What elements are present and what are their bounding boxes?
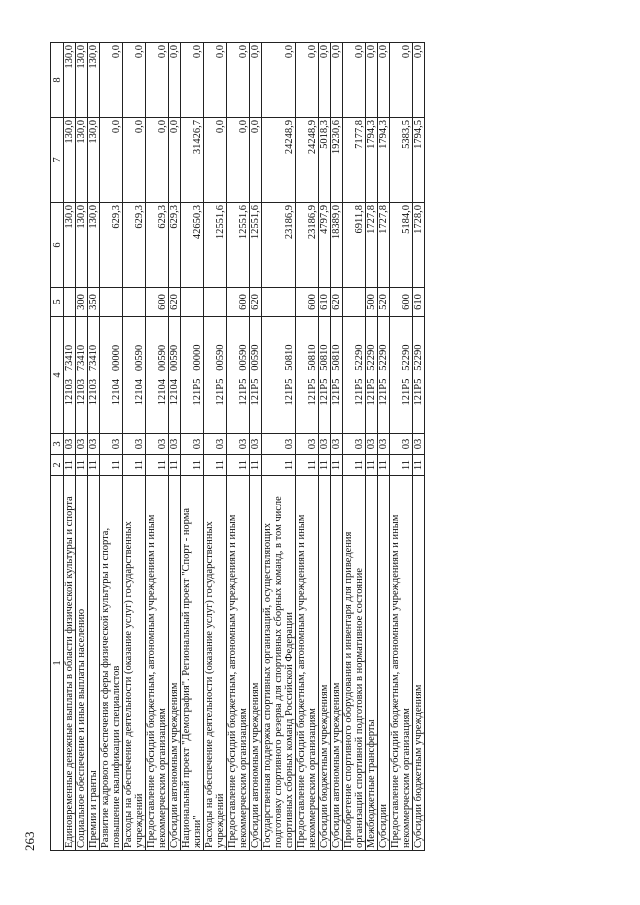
- row-value-cell: 0,0: [413, 43, 425, 118]
- row-value-cell: 500: [366, 288, 378, 317]
- row-value-cell: 130,0: [64, 118, 76, 203]
- row-value-cell: 12104 00590: [169, 317, 181, 434]
- row-value-cell: 03: [343, 434, 366, 455]
- row-value-cell: 629,3: [123, 203, 146, 288]
- row-value-cell: 0,0: [250, 118, 262, 203]
- row-value-cell: 12103 73410: [64, 317, 76, 434]
- row-value-cell: 0,0: [262, 43, 296, 118]
- row-value-cell: 350: [88, 288, 100, 317]
- row-value-cell: 130,0: [76, 203, 88, 288]
- row-value-cell: 620: [169, 288, 181, 317]
- row-value-cell: 11: [366, 455, 378, 476]
- row-value-cell: 19230,6: [331, 118, 343, 203]
- row-value-cell: 03: [413, 434, 425, 455]
- row-value-cell: 11: [262, 455, 296, 476]
- row-value-cell: 0,0: [123, 43, 146, 118]
- row-value-cell: 620: [250, 288, 262, 317]
- table-row: [227, 43, 250, 851]
- row-value-cell: 0,0: [169, 43, 181, 118]
- row-value-cell: 600: [390, 288, 413, 317]
- row-label-cell: Национальный проект "Демография". Региональный проект "Спорт - норма жизни": [181, 476, 204, 851]
- row-value-cell: 0,0: [181, 43, 204, 118]
- row-label-cell: Приобретение спортивного оборудования и инвентаря для приведения организаций спортивной подготовки в нормативное состояние: [343, 476, 366, 851]
- row-value-cell: 121P5 52290: [366, 317, 378, 434]
- table-row: [378, 43, 390, 851]
- row-label-cell: Субсидии: [378, 476, 390, 851]
- header-cell: 8: [51, 43, 64, 118]
- row-value-cell: 03: [204, 434, 227, 455]
- row-label-cell: Расходы на обеспечение деятельности (оказание услуг) государственных учреждений: [204, 476, 227, 851]
- table-row: [413, 43, 425, 851]
- row-value-cell: 0,0: [390, 43, 413, 118]
- row-value-cell: 03: [146, 434, 169, 455]
- row-value-cell: 24248,9: [296, 118, 319, 203]
- row-label-cell: Субсидии автономным учреждениям: [250, 476, 262, 851]
- row-value-cell: 5018,3: [319, 118, 331, 203]
- row-label-cell: Единовременные денежные выплаты в области физической культуры и спорта: [64, 476, 76, 851]
- table-row: [262, 43, 296, 851]
- header-cell: 1: [51, 476, 64, 851]
- table-row: [331, 43, 343, 851]
- row-value-cell: 520: [378, 288, 390, 317]
- table-row: [88, 43, 100, 851]
- row-value-cell: 03: [262, 434, 296, 455]
- row-value-cell: 11: [227, 455, 250, 476]
- row-value-cell: 121P5 50810: [296, 317, 319, 434]
- row-value-cell: 121P5 00590: [250, 317, 262, 434]
- row-value-cell: 11: [100, 455, 123, 476]
- row-value-cell: 130,0: [76, 118, 88, 203]
- row-value-cell: 03: [319, 434, 331, 455]
- row-value-cell: 03: [169, 434, 181, 455]
- row-value-cell: 130,0: [64, 43, 76, 118]
- row-value-cell: 03: [378, 434, 390, 455]
- row-value-cell: 0,0: [331, 43, 343, 118]
- table-row: [146, 43, 169, 851]
- row-value-cell: 600: [296, 288, 319, 317]
- row-value-cell: 0,0: [100, 118, 123, 203]
- row-value-cell: 12103 73410: [88, 317, 100, 434]
- row-value-cell: 03: [64, 434, 76, 455]
- row-label-cell: Субсидии бюджетным учреждениям: [413, 476, 425, 851]
- row-value-cell: 6911,8: [343, 203, 366, 288]
- row-value-cell: 03: [227, 434, 250, 455]
- header-cell: 4: [51, 317, 64, 434]
- row-value-cell: 0,0: [227, 118, 250, 203]
- row-value-cell: 12551,6: [204, 203, 227, 288]
- row-value-cell: 11: [181, 455, 204, 476]
- row-label-cell: Предоставление субсидий бюджетным, автономным учреждениям и иным некоммерческим организациям: [146, 476, 169, 851]
- row-value-cell: 42650,3: [181, 203, 204, 288]
- rotated-content: [22, 45, 620, 851]
- row-value-cell: 11: [146, 455, 169, 476]
- row-value-cell: 121P5 50810: [319, 317, 331, 434]
- row-value-cell: 130,0: [64, 203, 76, 288]
- table-row: [123, 43, 146, 851]
- row-value-cell: 11: [390, 455, 413, 476]
- row-label-cell: Развитие кадрового обеспечения сферы физической культуры и спорта, повышение квалификации специалистов: [100, 476, 123, 851]
- row-label-cell: Предоставление субсидий бюджетным, автономным учреждениям и иным некоммерческим организациям: [296, 476, 319, 851]
- row-value-cell: [64, 288, 76, 317]
- header-cell: 3: [51, 434, 64, 455]
- row-value-cell: 0,0: [169, 118, 181, 203]
- row-value-cell: 0,0: [204, 43, 227, 118]
- row-label-cell: Расходы на обеспечение деятельности (оказание услуг) государственных учреждений: [123, 476, 146, 851]
- row-value-cell: [123, 288, 146, 317]
- row-value-cell: 11: [88, 455, 100, 476]
- row-value-cell: 23186,9: [296, 203, 319, 288]
- row-value-cell: 4797,9: [319, 203, 331, 288]
- row-value-cell: 130,0: [88, 43, 100, 118]
- row-label-cell: Предоставление субсидий бюджетным, автономным учреждениям и иным некоммерческим организациям: [227, 476, 250, 851]
- table-row: [319, 43, 331, 851]
- row-value-cell: 0,0: [204, 118, 227, 203]
- row-label-cell: Социальное обеспечение и иные выплаты населению: [76, 476, 88, 851]
- row-value-cell: 600: [227, 288, 250, 317]
- row-value-cell: 0,0: [100, 43, 123, 118]
- row-value-cell: 1727,8: [378, 203, 390, 288]
- header-cell: 5: [51, 288, 64, 317]
- row-value-cell: [262, 288, 296, 317]
- row-label-cell: Субсидии автономным учреждениям: [169, 476, 181, 851]
- page-number: 263: [22, 831, 37, 851]
- row-value-cell: 11: [331, 455, 343, 476]
- row-value-cell: 11: [250, 455, 262, 476]
- table-row: [296, 43, 319, 851]
- budget-table: [50, 42, 425, 851]
- row-value-cell: 0,0: [146, 43, 169, 118]
- row-value-cell: 1728,0: [413, 203, 425, 288]
- row-value-cell: 03: [181, 434, 204, 455]
- row-value-cell: 5383,5: [390, 118, 413, 203]
- row-value-cell: 610: [319, 288, 331, 317]
- row-value-cell: 5184,0: [390, 203, 413, 288]
- row-value-cell: 03: [76, 434, 88, 455]
- row-value-cell: 11: [343, 455, 366, 476]
- header-cell: 2: [51, 455, 64, 476]
- table-row: [76, 43, 88, 851]
- row-value-cell: 0,0: [366, 43, 378, 118]
- row-value-cell: 130,0: [88, 118, 100, 203]
- row-value-cell: 0,0: [319, 43, 331, 118]
- table-row: [100, 43, 123, 851]
- table-row: [390, 43, 413, 851]
- header-cell: 6: [51, 203, 64, 288]
- row-label-cell: Предоставление субсидий бюджетным, автономным учреждениям и иным некоммерческим организациям: [390, 476, 413, 851]
- row-value-cell: 11: [123, 455, 146, 476]
- row-value-cell: 03: [88, 434, 100, 455]
- row-value-cell: 130,0: [76, 43, 88, 118]
- row-value-cell: 03: [250, 434, 262, 455]
- row-value-cell: 121P5 52290: [378, 317, 390, 434]
- row-value-cell: 121P5 50810: [331, 317, 343, 434]
- row-value-cell: 11: [319, 455, 331, 476]
- row-value-cell: 12104 00590: [123, 317, 146, 434]
- row-value-cell: 610: [413, 288, 425, 317]
- row-value-cell: 03: [100, 434, 123, 455]
- row-value-cell: 03: [331, 434, 343, 455]
- row-value-cell: 11: [64, 455, 76, 476]
- row-label-cell: Субсидии бюджетным учреждениям: [319, 476, 331, 851]
- row-value-cell: 23186,9: [262, 203, 296, 288]
- row-value-cell: 31426,7: [181, 118, 204, 203]
- row-value-cell: 12551,6: [227, 203, 250, 288]
- row-value-cell: 1794,3: [378, 118, 390, 203]
- row-value-cell: 1794,3: [366, 118, 378, 203]
- row-label-cell: Государственная поддержка спортивных организаций, осуществляющих подготовку спортивного резерва для спортивных сборных команд, в том числе спортивных сборных команд Российской Федерации: [262, 476, 296, 851]
- row-value-cell: 121P5 00590: [227, 317, 250, 434]
- row-value-cell: 03: [123, 434, 146, 455]
- row-value-cell: 620: [331, 288, 343, 317]
- row-value-cell: 11: [378, 455, 390, 476]
- row-value-cell: 11: [204, 455, 227, 476]
- table-row: [366, 43, 378, 851]
- row-value-cell: 629,3: [169, 203, 181, 288]
- row-value-cell: 629,3: [100, 203, 123, 288]
- row-value-cell: 11: [76, 455, 88, 476]
- row-value-cell: 11: [296, 455, 319, 476]
- row-value-cell: 0,0: [227, 43, 250, 118]
- row-value-cell: 11: [413, 455, 425, 476]
- row-value-cell: 130,0: [88, 203, 100, 288]
- row-value-cell: 121P5 52290: [390, 317, 413, 434]
- row-value-cell: 0,0: [296, 43, 319, 118]
- row-value-cell: 03: [296, 434, 319, 455]
- row-value-cell: 1727,8: [366, 203, 378, 288]
- row-label-cell: Субсидии автономным учреждениям: [331, 476, 343, 851]
- row-value-cell: 121P5 50810: [262, 317, 296, 434]
- row-value-cell: 121P5 00590: [204, 317, 227, 434]
- row-value-cell: 600: [146, 288, 169, 317]
- row-value-cell: [343, 288, 366, 317]
- row-value-cell: [100, 288, 123, 317]
- header-row: [51, 43, 64, 851]
- row-value-cell: 121P5 52290: [343, 317, 366, 434]
- row-value-cell: 18389,0: [331, 203, 343, 288]
- row-label-cell: Межбюджетные трансферты: [366, 476, 378, 851]
- row-value-cell: 0,0: [378, 43, 390, 118]
- table-row: [343, 43, 366, 851]
- row-value-cell: 121P5 00000: [181, 317, 204, 434]
- row-value-cell: 11: [169, 455, 181, 476]
- row-value-cell: 0,0: [250, 43, 262, 118]
- row-value-cell: 300: [76, 288, 88, 317]
- row-value-cell: 12104 00590: [146, 317, 169, 434]
- row-value-cell: 0,0: [123, 118, 146, 203]
- table-row: [181, 43, 204, 851]
- table-row: [64, 43, 76, 851]
- table-row: [250, 43, 262, 851]
- row-value-cell: [204, 288, 227, 317]
- row-value-cell: 0,0: [343, 43, 366, 118]
- table-row: [169, 43, 181, 851]
- row-value-cell: 121P5 52290: [413, 317, 425, 434]
- row-value-cell: 629,3: [146, 203, 169, 288]
- row-value-cell: 03: [390, 434, 413, 455]
- row-value-cell: 0,0: [146, 118, 169, 203]
- row-value-cell: [181, 288, 204, 317]
- row-value-cell: 03: [366, 434, 378, 455]
- row-value-cell: 12103 73410: [76, 317, 88, 434]
- header-cell: 7: [51, 118, 64, 203]
- row-value-cell: 7177,8: [343, 118, 366, 203]
- table-row: [204, 43, 227, 851]
- row-value-cell: 24248,9: [262, 118, 296, 203]
- row-value-cell: 12551,6: [250, 203, 262, 288]
- row-value-cell: 1794,5: [413, 118, 425, 203]
- row-value-cell: 12104 00000: [100, 317, 123, 434]
- row-label-cell: Премии и гранты: [88, 476, 100, 851]
